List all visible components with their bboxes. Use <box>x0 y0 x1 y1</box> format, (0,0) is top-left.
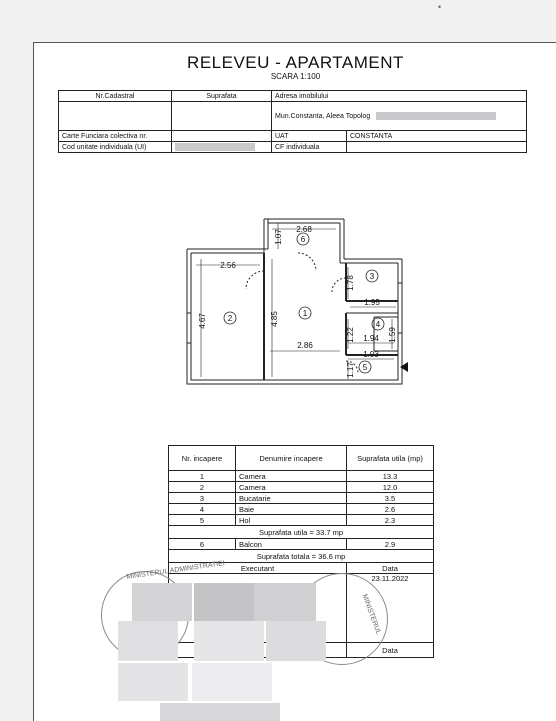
table-row <box>169 482 434 493</box>
document-sheet <box>33 42 556 721</box>
col-suprafata-header: Suprafata utila (mp) <box>347 446 434 471</box>
dim-bath-width: 1.94 <box>363 334 379 343</box>
dim-balcony-width: 2.68 <box>296 225 312 234</box>
redacted-signature <box>192 663 272 701</box>
adresa-header: Adresa imobilului <box>272 91 527 102</box>
nr-cadastral-header: Nr.Cadastral <box>59 91 172 102</box>
redacted-signature <box>118 621 178 661</box>
redacted-signature <box>132 583 192 621</box>
room-number-2: 2 <box>227 314 233 323</box>
document-title: RELEVEU - APARTAMENT <box>187 53 404 72</box>
room-number-4: 4 <box>375 320 381 329</box>
row-nr: 1 <box>169 471 236 482</box>
redacted-signature <box>160 703 280 721</box>
dim-room2-width: 2.56 <box>220 261 236 270</box>
col-nr-header: Nr. incapere <box>169 446 236 471</box>
data-label-2: Data <box>347 643 434 658</box>
dim-hall-width: 1.93 <box>363 350 379 359</box>
executant-label: Executant <box>169 563 347 574</box>
table-row <box>169 493 434 504</box>
dim-room1-width: 2.86 <box>297 341 313 350</box>
dim-balcony-depth: 1.07 <box>274 229 283 245</box>
date-value: 23.11.2022 <box>371 574 409 583</box>
uat-label: UAT <box>272 131 347 142</box>
suprafata-totala: Suprafata totala = 36.6 mp <box>169 550 434 563</box>
row-name: Camera <box>236 471 347 482</box>
row-area: 12.0 <box>347 482 434 493</box>
dim-room2-depth: 4.67 <box>198 313 207 329</box>
cod-unitate-label: Cod unitate individuala (UI) <box>59 142 172 153</box>
redacted-signature <box>266 621 326 661</box>
dim-bath-depth: 1.22 <box>346 327 355 343</box>
room-number-1: 1 <box>302 309 308 318</box>
speck: • <box>438 2 442 12</box>
row-nr: 5 <box>169 515 236 526</box>
data-label: Data <box>347 563 434 574</box>
col-denumire-header: Denumire incapere <box>236 446 347 471</box>
floor-plan <box>34 43 556 443</box>
dim-room1-depth: 4.85 <box>270 311 279 327</box>
dim-kitchen-width: 1.95 <box>364 298 380 307</box>
row-name: Bucatarie <box>236 493 347 504</box>
dim-bath-height: 1.59 <box>388 327 397 343</box>
table-row <box>169 471 434 482</box>
row-nr: 3 <box>169 493 236 504</box>
room-number-6: 6 <box>300 235 306 244</box>
address-text: Mun.Constanta, Aleea Topolog <box>275 112 371 120</box>
row-area: 2.3 <box>347 515 434 526</box>
carte-funciara-label: Carte Funciara colectiva nr. <box>59 131 172 142</box>
room-number-5: 5 <box>362 363 368 372</box>
row-area: 2.6 <box>347 504 434 515</box>
table-row <box>169 515 434 526</box>
cf-individuala-label: CF individuala <box>272 142 347 153</box>
row-area: 13.3 <box>347 471 434 482</box>
table-row <box>169 504 434 515</box>
row-name: Baie <box>236 504 347 515</box>
dim-hall-depth: 1.17 <box>346 362 355 378</box>
stamp-right-text: MINISTERUL <box>360 593 382 636</box>
redacted-signature <box>194 583 254 621</box>
balcon-nr: 6 <box>169 539 236 550</box>
redacted-signature <box>118 663 188 701</box>
suprafata-header: Suprafata <box>172 91 272 102</box>
room-number-3: 3 <box>369 272 375 281</box>
redacted-signature <box>254 583 316 621</box>
suprafata-utila: Suprafata utila = 33.7 mp <box>169 526 434 539</box>
row-nr: 2 <box>169 482 236 493</box>
balcon-area: 2.9 <box>347 539 434 550</box>
row-name: Camera <box>236 482 347 493</box>
table-row <box>169 539 434 550</box>
row-name: Hol <box>236 515 347 526</box>
uat-value: CONSTANTA <box>347 131 527 142</box>
stamp-left-text: MINISTERUL ADMINISTRATIEI <box>125 560 226 581</box>
dim-kitchen-depth: 1.78 <box>346 275 355 291</box>
document-scale: SCARA 1:100 <box>270 72 321 81</box>
balcon-name: Balcon <box>236 539 347 550</box>
row-nr: 4 <box>169 504 236 515</box>
redacted-signature <box>194 621 264 661</box>
row-area: 3.5 <box>347 493 434 504</box>
entrance-arrow-icon <box>400 362 408 372</box>
